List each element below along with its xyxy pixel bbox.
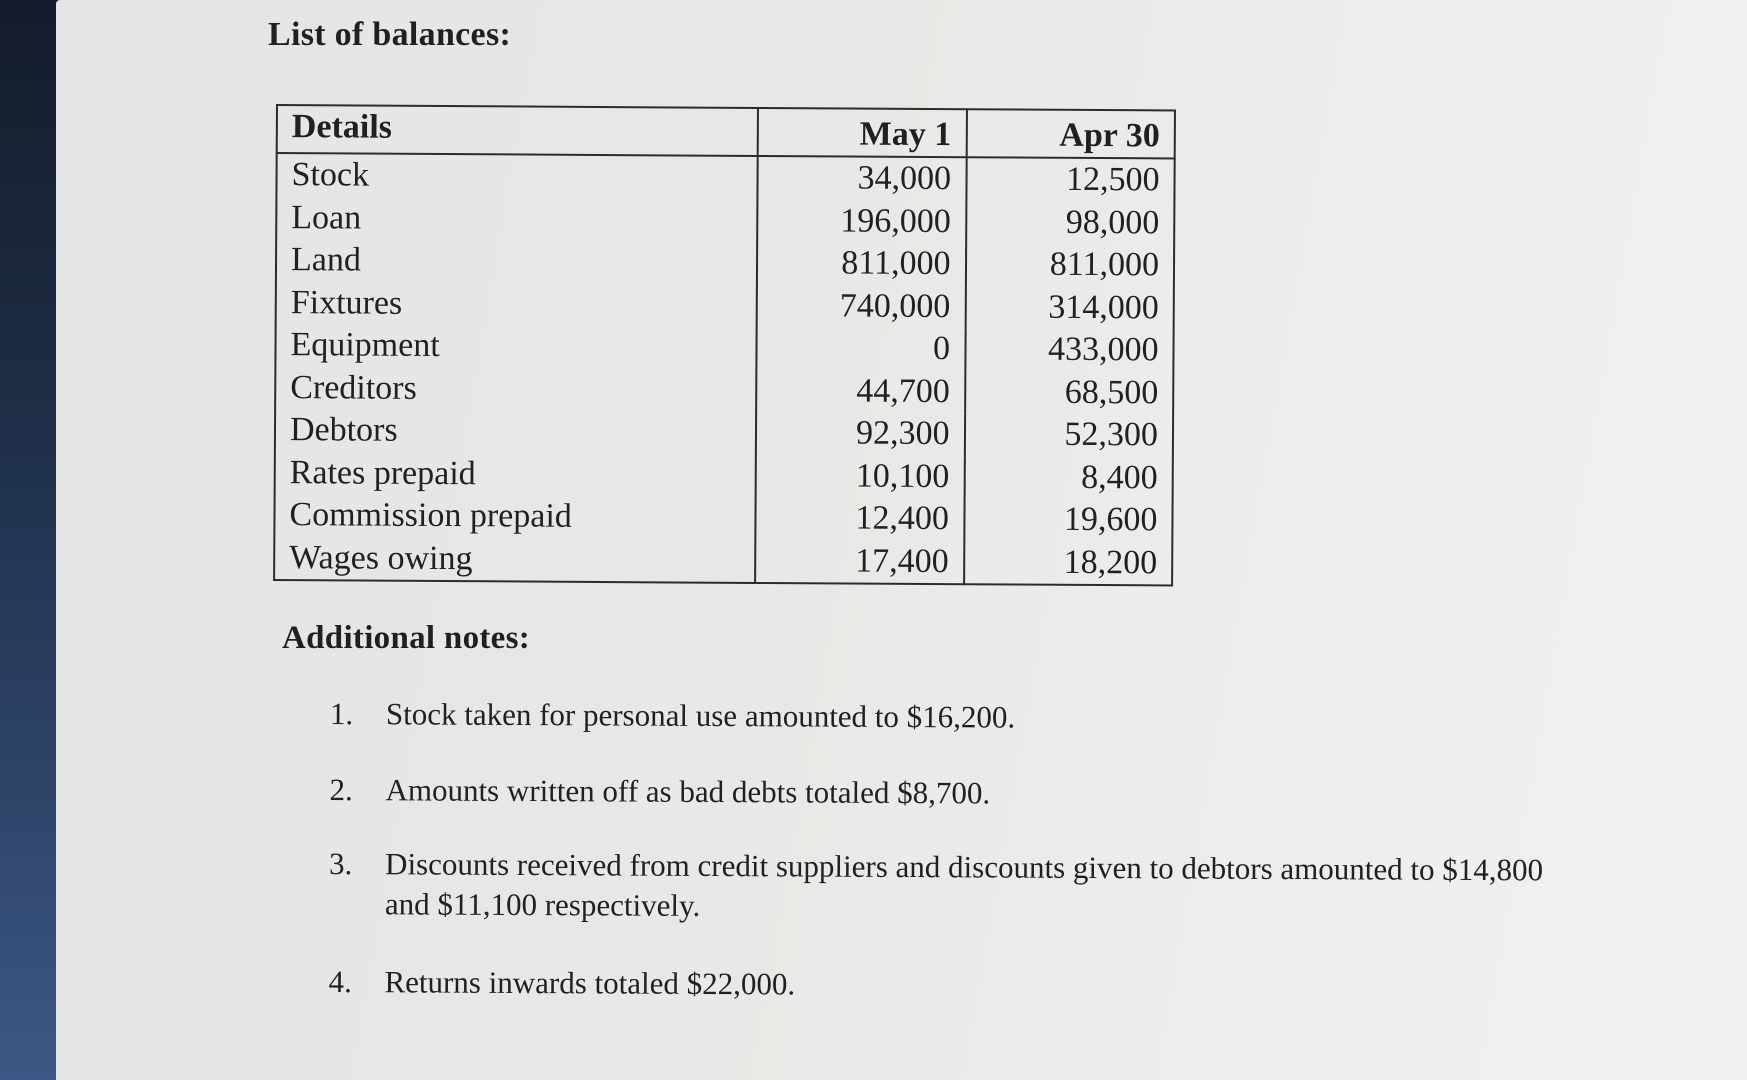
- list-item: [329, 770, 1579, 817]
- table-row: [276, 197, 1174, 245]
- note-text: Discounts received from credit suppliers and discounts given to debtors amounted to $14,800 and $11,100 respectively.: [384, 846, 1544, 923]
- row-detail: Debtors: [275, 409, 756, 454]
- row-detail: Loan: [276, 197, 757, 242]
- row-may1-value: 92,300: [756, 412, 965, 456]
- list-item: [328, 962, 1578, 1009]
- row-may1-value: 34,000: [757, 156, 966, 201]
- list-item: [329, 844, 1579, 931]
- row-may1-value: 12,400: [755, 497, 964, 541]
- note-number: 1.: [329, 696, 354, 732]
- table-row: [274, 536, 1172, 585]
- table-row: [276, 239, 1174, 287]
- row-detail: Commission prepaid: [274, 494, 755, 539]
- row-detail: Equipment: [275, 324, 756, 369]
- table-header-row: [277, 105, 1175, 158]
- header-apr-30: Apr 30: [966, 109, 1175, 158]
- additional-notes-heading: Additional notes:: [282, 620, 531, 656]
- row-may1-value: 811,000: [757, 242, 966, 286]
- row-may1-value: 196,000: [757, 199, 966, 243]
- note-number: 3.: [329, 845, 353, 882]
- row-may1-value: 17,400: [755, 539, 964, 584]
- balances-table: [273, 104, 1176, 586]
- row-apr30-value: 811,000: [965, 243, 1174, 287]
- row-apr30-value: 98,000: [966, 201, 1175, 245]
- table-row: [276, 282, 1174, 330]
- notes-list: [328, 694, 1580, 1045]
- row-detail: Land: [276, 239, 757, 284]
- row-apr30-value: 68,500: [965, 371, 1174, 415]
- row-detail: Wages owing: [274, 536, 755, 582]
- table-row: [275, 451, 1173, 499]
- note-number: 2.: [329, 771, 353, 808]
- row-may1-value: 0: [756, 327, 965, 371]
- table-row: [275, 324, 1173, 372]
- row-detail: Creditors: [275, 367, 756, 412]
- table-row: [275, 409, 1173, 457]
- row-detail: Rates prepaid: [275, 451, 756, 496]
- row-apr30-value: 8,400: [964, 456, 1173, 500]
- note-text: Stock taken for personal use amounted to $16,200.: [385, 696, 1016, 735]
- row-apr30-value: 433,000: [965, 328, 1174, 372]
- row-detail: Fixtures: [276, 282, 757, 327]
- row-apr30-value: 12,500: [966, 157, 1175, 202]
- row-may1-value: 740,000: [757, 284, 966, 328]
- balances-table-container: [273, 104, 1176, 586]
- row-apr30-value: 314,000: [965, 286, 1174, 330]
- row-apr30-value: 19,600: [964, 498, 1173, 542]
- row-apr30-value: 18,200: [964, 541, 1173, 586]
- note-number: 4.: [328, 963, 352, 1000]
- row-detail: Stock: [276, 153, 757, 199]
- table-row: [276, 153, 1174, 202]
- note-text: Returns inwards totaled $22,000.: [384, 964, 796, 1002]
- row-may1-value: 44,700: [756, 369, 965, 413]
- row-apr30-value: 52,300: [964, 413, 1173, 457]
- table-row: [274, 494, 1172, 542]
- list-item: [330, 694, 1580, 741]
- header-details: Details: [277, 105, 758, 156]
- note-text: Amounts written off as bad debts totaled $8,700.: [385, 772, 991, 811]
- table-row: [275, 367, 1173, 415]
- header-may-1: May 1: [758, 108, 967, 157]
- row-may1-value: 10,100: [756, 454, 965, 498]
- list-of-balances-heading: List of balances:: [268, 16, 512, 53]
